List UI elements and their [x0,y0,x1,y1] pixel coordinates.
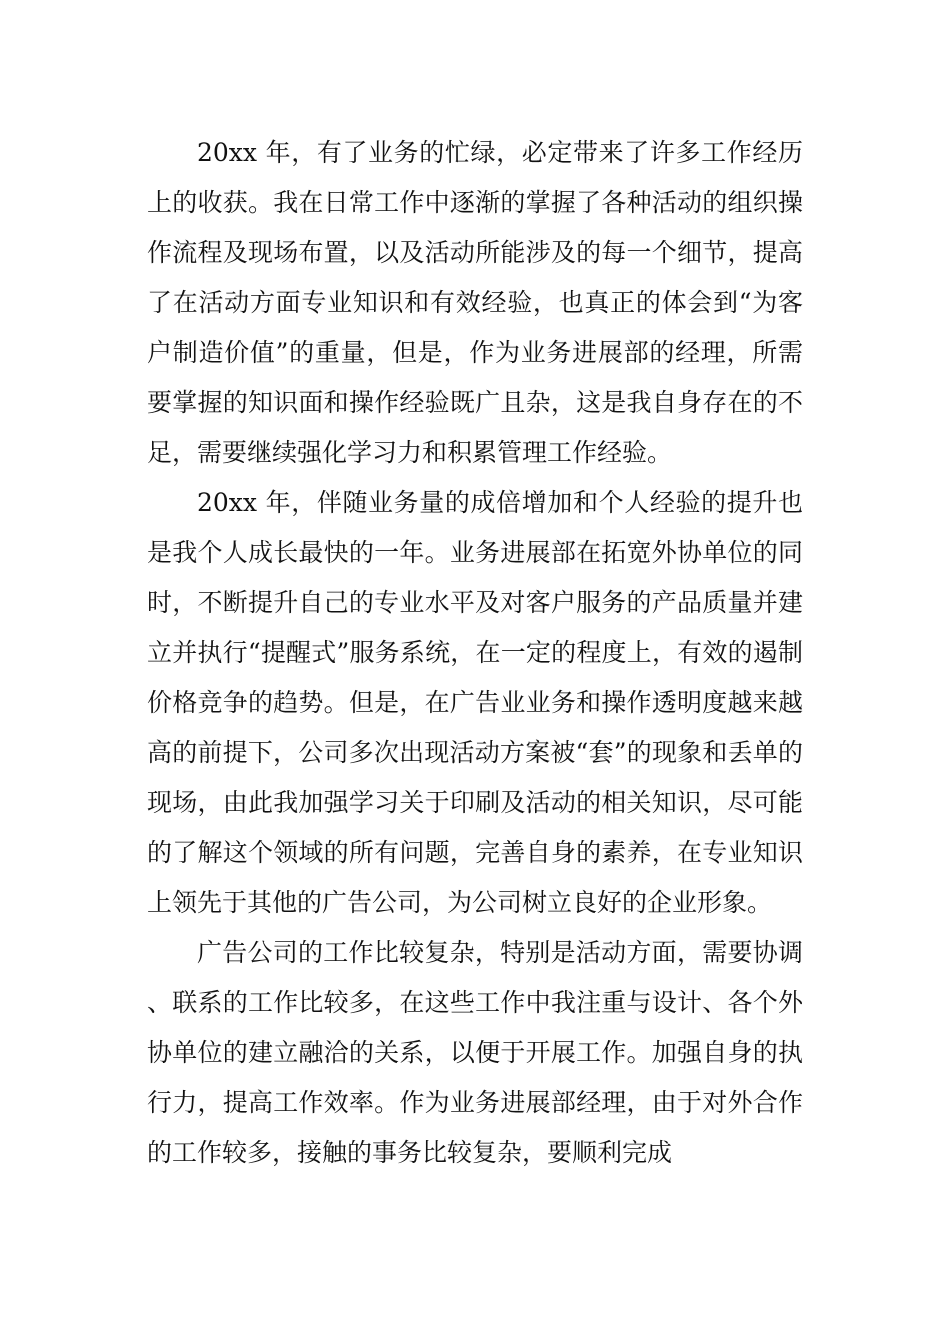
paragraph-3: 广告公司的工作比较复杂，特别是活动方面，需要协调、联系的工作比较多，在这些工作中我注重与设计、各个外协单位的建立融洽的关系，以便于开展工作。加强自身的执行力，提高工作效率。作为业务进展部经理，由于对外合作的工作较多，接触的事务比较复杂，要顺利完成 [147,938,803,1167]
paragraph-2: 20xx 年，伴随业务量的成倍增加和个人经验的提升也是我个人成长最快的一年。业务进展部在拓宽外协单位的同时，不断提升自己的专业水平及对客户服务的产品质量并建立并执行“提醒式”服务系统，在一定的程度上，有效的遏制价格竞争的趋势。但是，在广告业业务和操作透明度越来越高的前提下，公司多次出现活动方案被“套”的现象和丢单的现场，由此我加强学习关于印刷及活动的相关知识，尽可能的了解这个领域的所有问题，完善自身的素养，在专业知识上领先于其他的广告公司，为公司树立良好的企业形象。 [147,488,803,917]
document-body [147,128,803,1178]
paragraph-1: 20xx 年，有了业务的忙绿，必定带来了许多工作经历上的收获。我在日常工作中逐渐的掌握了各种活动的组织操作流程及现场布置，以及活动所能涉及的每一个细节，提高了在活动方面专业知识和有效经验，也真正的体会到“为客户制造价值”的重量，但是，作为业务进展部的经理，所需要掌握的知识面和操作经验既广且杂，这是我自身存在的不足，需要继续强化学习力和积累管理工作经验。 [147,138,803,467]
